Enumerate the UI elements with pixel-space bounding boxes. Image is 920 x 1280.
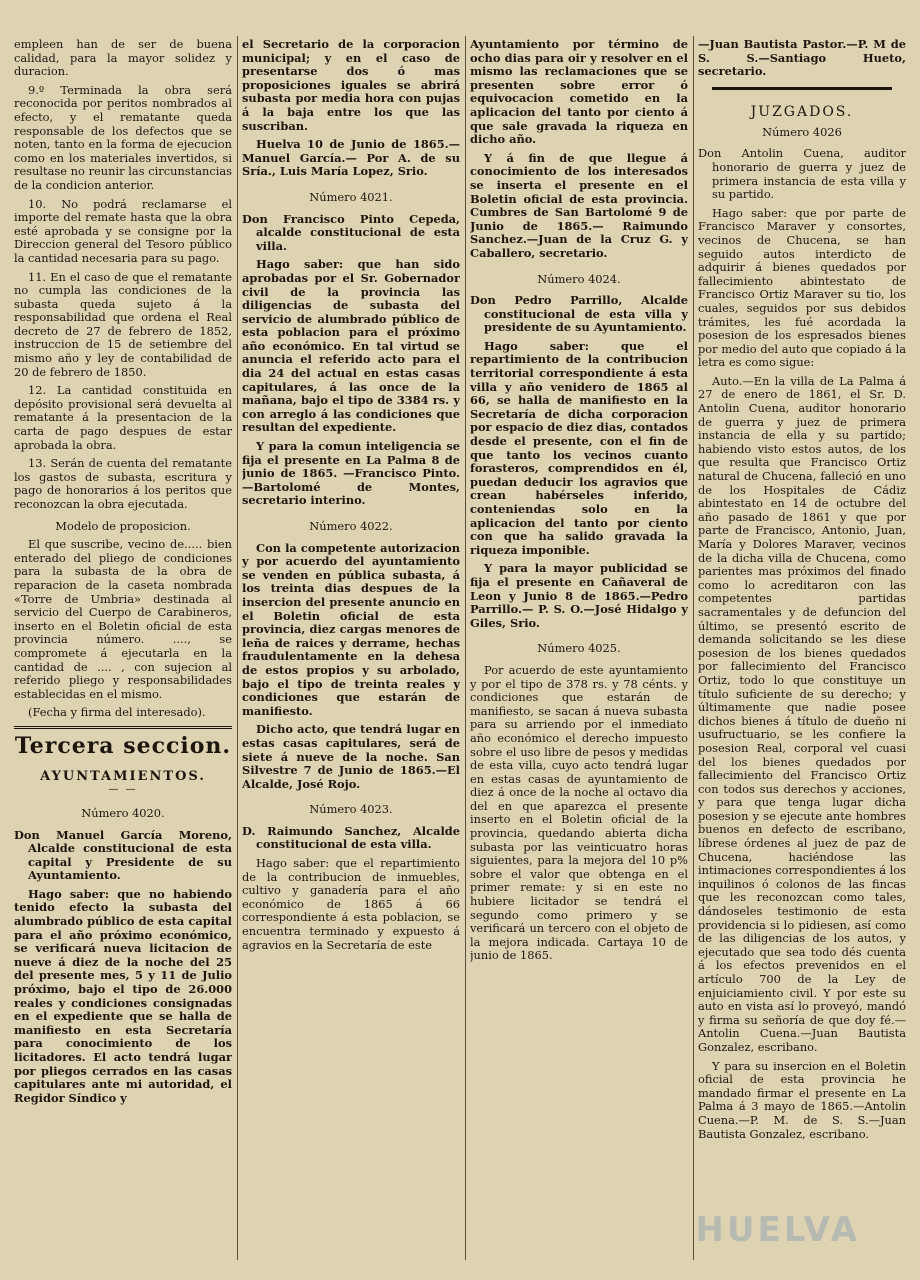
paragraph: Dicho acto, que tendrá lugar en estas casas capitulares, será de siete á nueve de la noche. San Silvestre 7 de Junio de 1865.—El Alcalde, José Rojo. — [242, 722, 460, 791]
column-rule — [237, 36, 238, 1260]
paragraph: (Fecha y firma del interesado). — [28, 705, 206, 720]
paragraph: Huelva 10 de Junio de 1865.—Manuel García.— Por A. de su Sría., Luis María Lopez, Srio. — [242, 137, 460, 179]
paragraph: El que suscribe, vecino de..... bien enterado del pliego de condiciones para la subasta de la obra de reparacion de la caseta nombrada «Torre de Umbria» destinada al servicio del Cuerpo de Carabineros, inserto en el Boletin oficial de esta provincia número. ...., se compromete á ejecutarla en la cantidad de .... , con sujecion al referido pliego y responsabilidades establecidas en el mismo. — [14, 537, 232, 701]
notice-number: Número 4025. — [537, 641, 621, 656]
notice-number: Número 4020. — [81, 805, 165, 820]
notice-number: Número 4023. — [309, 802, 393, 817]
column-1 — [14, 38, 232, 1266]
dash-ornament: — — — [108, 783, 138, 795]
subsection-heading: AYUNTAMIENTOS. — [40, 768, 206, 784]
notice-heading: Don Pedro Parrillo, Alcalde constitucional de esta villa y presidente de su Ayuntamiento. — [470, 293, 688, 335]
paragraph: Auto.—En la villa de La Palma á 27 de enero de 1861, el Sr. D. Antolin Cuena, auditor honorario de guerra y juez de primera instancia de ella y su partido; habiendo visto estos autos, de los que resulta que Francisco Ortiz natural de Chucena, falleció en uno de los Hospitales de Cádiz abintestato en 14 de octubre del año pasado de 1861 y que por parte de Francisco, Antonio, Juan, María y Dolores Maraver, vecinos de la dicha villa de Chucena, como parientes mas próximos del finado como lo acreditaron con las competentes partidas sacramentales y de defuncion del último, se presentó escrito de demanda solicitando se les diese posesion de los bienes quedados por fallecimiento del Francisco Ortiz, todo lo que constituye un título suficiente de su derecho; y últimamente que nadie posee dichos bienes á título de dueño ni usufructuario, se les confiere la posesion Real, corporal vel cuasi del los bienes quedados por fallecimiento del Francisco Ortiz con todos sus derechos y acciones, y para que tenga lugar dicha posesion y se ejecute ante hombres buenos en defecto de escribano, líbrese órdenes al juez de paz de Chucena, haciéndose las intimaciones correspondientes á los inquilinos ó colonos de las fincas que les reconozcan como tales, dándoseles testimonio de esta providencia si lo pidiesen, así como de las diligencias de los autos, y ejecutado que sea todo dés cuenta á los efectos prevenidos en el artículo 700 de la Ley de enjuiciamiento civil. Y por este su auto en vista así lo proveyó, mandó y firma su señoría de que doy fé.—Antolin Cuena.—Juan Bautista Gonzalez, escribano. — [698, 373, 906, 1054]
notice-number: Número 4021. — [309, 189, 393, 204]
paragraph: empleen han de ser de buena calidad, para la mayor solidez y duracion. — [14, 38, 232, 79]
paragraph: Ayuntamiento por término de ocho dias para oir y resolver en el mismo las reclamaciones que se presenten sobre error ó equivocacion cometido en la aplicacion del tanto por ciento á que sale gravada la riqueza en dicho año. — [470, 38, 688, 147]
paragraph: 11. En el caso de que el rematante no cumpla las condiciones de la subasta queda sujeto á la responsabilidad que ordena el Real decreto de 27 de febrero de 1852, instruccion de 15 de setiembre del mismo año y ley de contabilidad de 20 de febrero de 1850. — [14, 269, 232, 379]
notice-heading: Don Francisco Pinto Cepeda, alcalde constitucional de esta villa. — [242, 211, 460, 253]
paragraph: 12. La cantidad constituida en depósito provisional será devuelta al rematante á la presentacion de la carta de pago despues de estar aprobada la obra. — [14, 383, 232, 452]
section-divider — [712, 87, 892, 90]
paragraph: 9.º Terminada la obra será reconocida por peritos nombrados al efecto, y el rematante queda responsable de los defectos que se noten, tanto en la forma de ejecucion como en los materiales invertidos, si resultase no reunir las circunstancias de la condicion anterior. — [14, 82, 232, 192]
paragraph: Y para su insercion en el Boletin oficial de esta provincia he mandado firmar el presente en La Palma á 3 mayo de 1865.—Antolin Cuena.—P. M. de S. S.—Juan Bautista Gonzalez, escribano. — [698, 1058, 906, 1141]
section-title: Tercera seccion. — [14, 732, 232, 759]
subsection-heading: JUZGADOS. — [750, 103, 854, 120]
paragraph: Y á fin de que llegue á conocimiento de los interesados se inserta el presente en el Boletin oficial de esta provincia. Cumbres de San Bartolomé 9 de Junio de 1865.— Raimundo Sanchez.—Juan de la Cruz G. y Caballero, secretario. — [470, 150, 688, 260]
notice-number: Número 4026 — [762, 124, 842, 139]
column-4 — [698, 38, 906, 1266]
notice-number: Número 4022. — [309, 519, 393, 533]
paragraph: Hago saber: que el repartimiento de la contribucion territorial correspondiente á esta villa y año venidero de 1865 al 66, se halla de manifiesto en la Secretaría de dicha corporacion por espacio de diez dias, contados desde el presente, con el fin de que tanto los vecinos cuanto forasteros, comprendidos en él, puedan deducir los agravios que crean habérseles inferido, conteniendas solo en la aplicacion del tanto por ciento con que ha salido gravada la riqueza imponible. — [470, 338, 688, 557]
section-divider — [14, 726, 232, 729]
watermark-logo: HUELVA — [695, 1210, 860, 1250]
notice-heading: Don Antolin Cuena, auditor honorario de guerra y juez de primera instancia de esta villa y su partido. — [698, 146, 906, 202]
paragraph: Hago saber: que han sido aprobadas por el Sr. Gobernador civil de la provincia las diligencias de subasta del servicio de alumbrado público de esta poblacion para el próximo año económico. En tal virtud se anuncia el referido acto para el dia 24 del actual en estas casas capitulares, á las once de la mañana, bajo el tipo de 3384 rs. y con arreglo á las condiciones que resultan del expediente. — [242, 257, 460, 435]
column-3 — [470, 38, 688, 1266]
paragraph: 13. Serán de cuenta del rematante los gastos de subasta, escritura y pago de honorarios á los peritos que reconozcan la obra ejecutada. — [14, 456, 232, 511]
notice-heading: D. Raimundo Sanchez, Alcalde constitucional de esta villa. — [242, 823, 460, 852]
paragraph: —Juan Bautista Pastor.—P. M de S. S.—Santiago Hueto, secretario. — [698, 38, 906, 79]
paragraph: 10. No podrá reclamarse el importe del remate hasta que la obra esté aprobada y se consigne por la Direccion general del Tesoro público la cantidad necesaria para su pago. — [14, 196, 232, 265]
paragraph: Por acuerdo de este ayuntamiento y por el tipo de 378 rs. y 78 cénts. y condiciones que estarán de manifiesto, se sacan á nueva subasta para su arriendo por el inmediato año económico el derecho impuesto sobre el uso libre de pesos y medidas de esta villa, cuyo acto tendrá lugar en estas casas de ayuntamiento de diez á once de la noche al octavo dia del en que aparezca el presente inserto en el Boletin oficial de la provincia, quedando abierta dicha subasta por las veinticuatro horas siguientes, para la mejora del 10 p% sobre el valor que obtenga en el primer remate: y si en este no hubiere licitador se tendrá el segundo como primero y se verificará un tercero con el objeto de la mejora indicada. Cartaya 10 de junio de 1865. — [470, 662, 688, 963]
notice-heading: Don Manuel García Moreno, Alcalde constitucional de esta capital y Presidente de su Ayuntamiento. — [14, 827, 232, 883]
paragraph: Y para la comun inteligencia se fija el presente en La Palma 8 de junio de 1865. —Francisco Pinto.—Bartolomé de Montes, secretario interino. — [242, 439, 460, 508]
model-title: Modelo de proposicion. — [55, 518, 191, 533]
paragraph: Hago saber: que el repartimiento de la contribucion de inmuebles, cultivo y ganadería para el año económico de 1865 á 66 correspondiente á esta poblacion, se encuentra terminado y expuesto á agravios en la Secretaría de este — [242, 856, 460, 952]
notice-number: Número 4024. — [537, 271, 621, 286]
paragraph: Y para la mayor publicidad se fija el presente en Cañaveral de Leon y Junio 8 de 1865.—Pedro Parrillo.— P. S. O.—José Hidalgo y Giles, Srio. — [470, 561, 688, 630]
paragraph: el Secretario de la corporacion municipal; y en el caso de presentarse dos ó mas proposiciones iguales se abrirá subasta por media hora con pujas á la baja entre los que las suscriban. — [242, 38, 460, 133]
column-rule — [693, 36, 694, 1260]
paragraph: Hago saber: que no habiendo tenido efecto la subasta del alumbrado público de esta capital para el año próximo económico, se verificará nueva licitacion de nueve á diez de la noche del 25 del presente mes, 5 y 11 de Julio próximo, bajo el tipo de 26.000 reales y condiciones consignadas en el expediente que se halla de manifiesto en esta Secretaría para conocimiento de los licitadores. El acto tendrá lugar por pliegos cerrados en las casas capitulares ante mi autoridad, el Regidor Síndico y — [14, 886, 232, 1105]
paragraph: Hago saber: que por parte de Francisco Maraver y consortes, vecinos de Chucena, se han seguido autos interdicto de adquirir á bienes quedados por fallecimiento abintestato de Francisco Ortiz Maraver su tio, los cuales, seguidos por sus debidos trámites, les fué acordada la posesion de los espresados bienes por medio del auto que copiado á la letra es como sigue: — [698, 205, 906, 370]
column-2 — [242, 38, 460, 1266]
column-rule — [465, 36, 466, 1260]
paragraph: Con la competente autorizacion y por acuerdo del ayuntamiento se venden en pública subasta, á los treinta dias despues de la insercion del presente anuncio en el Boletin oficial de esta provincia, diez cargas menores de leña de raices y derrame, hechas fraudulentamente en la dehesa de estos propios y su arbolado, bajo el tipo de treinta reales y condiciones que estarán de manifiesto. — [242, 540, 460, 718]
